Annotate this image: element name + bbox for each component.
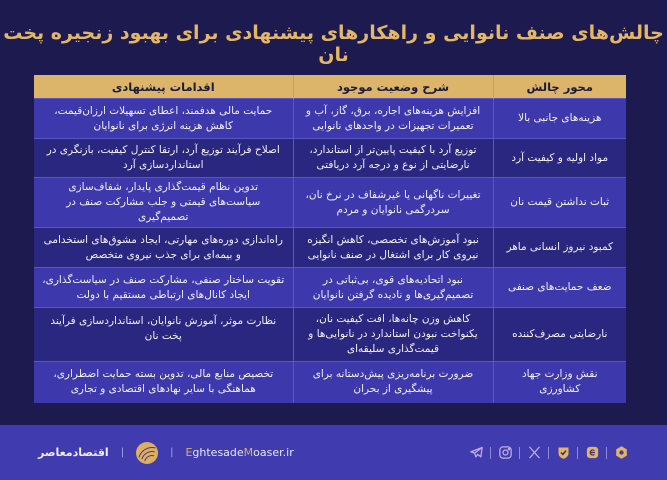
cell-axis: ثبات نداشتن قیمت نان [493,178,626,228]
divider [577,447,578,459]
header-axis: محور چالش [493,75,626,99]
cell-axis: ضعف حمایت‌های صنفی [493,268,626,308]
cell-action: نظارت موثر، آموزش نانوایان، استانداردسازی فرآیند پخت نان [34,308,293,362]
cell-status: تغییرات ناگهانی یا غیرشفاف در نرخ نان، سردرگمی نانوایان و مردم [293,178,493,228]
challenges-table [34,75,626,403]
cell-axis: کمبود نیروز انسانی ماهر [493,228,626,268]
cell-action: اصلاح فرآیند توزیع آرد، ارتقا کنترل کیفیت، بازنگری در استانداردسازی آرد [34,139,293,178]
x-icon[interactable] [526,445,542,461]
cell-status: افزایش هزینه‌های اجاره، برق، گاز، آب و تعمیرات تجهیزات در واحدهای نانوایی [293,99,493,139]
eitaa-icon[interactable] [555,445,571,461]
table-row [34,178,626,228]
site-text: ghtesade [192,446,244,459]
table-row [34,99,626,139]
cell-status: نبود اتحادیه‌های قوی، بی‌ثباتی در تصمیم‌گیری‌ها و نادیده گرفتن نانوایان [293,268,493,308]
divider [606,447,607,459]
cell-action: تخصیص منابع مالی، تدوین بسته حمایت اضطراری، هماهنگی با سایر نهادهای اقتصادی و تجاری [34,362,293,403]
cell-axis: هزینه‌های جانبی بالا [493,99,626,139]
table-row [34,139,626,178]
brand [38,425,294,480]
cell-axis: نقش وزارت جهاد کشاورزی [493,362,626,403]
table-row [34,228,626,268]
cell-action: تدوین نظام قیمت‌گذاری پایدار، شفاف‌سازی سیاست‌های قیمتی و جلب مشارکت صنف در تصمیم‌گیری [34,178,293,228]
table-row [34,362,626,403]
footer [0,425,667,480]
website-link[interactable] [185,446,293,459]
site-letter: E [185,446,193,459]
telegram-icon[interactable] [468,445,484,461]
cell-status: کاهش وزن چانه‌ها، افت کیفیت نان، یکنواخت نبودن استاندارد در نانوایی‌ها و قیمت‌گذاری سلیقه‌ای [293,308,493,362]
logo-icon [136,442,158,464]
cell-axis: مواد اولیه و کیفیت آرد [493,139,626,178]
table-row [34,308,626,362]
rubika-icon[interactable] [584,445,600,461]
cell-action: حمایت مالی هدفمند، اعطای تسهیلات ارزان‌قیمت، کاهش هزینه انرژی برای نانوایان [34,99,293,139]
cell-status: توزیع آرد با کیفیت پایین‌تر از استاندارد، نارضایتی از نوع و درجه آرد دریافتی [293,139,493,178]
site-letter: M [243,446,254,459]
bale-icon[interactable] [613,445,629,461]
separator: | [170,447,174,458]
instagram-icon[interactable] [497,445,513,461]
table-row [34,268,626,308]
divider [548,447,549,459]
cell-action: تقویت ساختار صنفی، مشارکت صنف در سیاست‌گذاری، ایجاد کانال‌های ارتباطی مستقیم با دولت [34,268,293,308]
brand-name: اقتصادمعاصر [38,446,109,459]
cell-status: نبود آموزش‌های تخصصی، کاهش انگیزه نیروی کار برای اشتغال در صنف نانوایی [293,228,493,268]
cell-status: ضرورت برنامه‌ریزی پیش‌دستانه برای پیشگیری از بحران [293,362,493,403]
separator: | [120,447,125,458]
site-text: oaser.ir [253,446,294,459]
divider [519,447,520,459]
table-header-row [34,75,626,99]
header-action: اقدامات پیشنهادی [34,75,293,99]
page-title: چالش‌های صنف نانوایی و راهکارهای پیشنهادی برای بهبود زنجیره پخت نان [3,22,664,66]
cell-axis: نارضایتی مصرف‌کننده [493,308,626,362]
divider [490,447,491,459]
social-links [468,425,629,480]
cell-action: راه‌اندازی دوره‌های مهارتی، ایجاد مشوق‌های استخدامی و بیمه‌ای برای جذب نیروی متخصص [34,228,293,268]
header-status: شرح وضعیت موجود [293,75,493,99]
